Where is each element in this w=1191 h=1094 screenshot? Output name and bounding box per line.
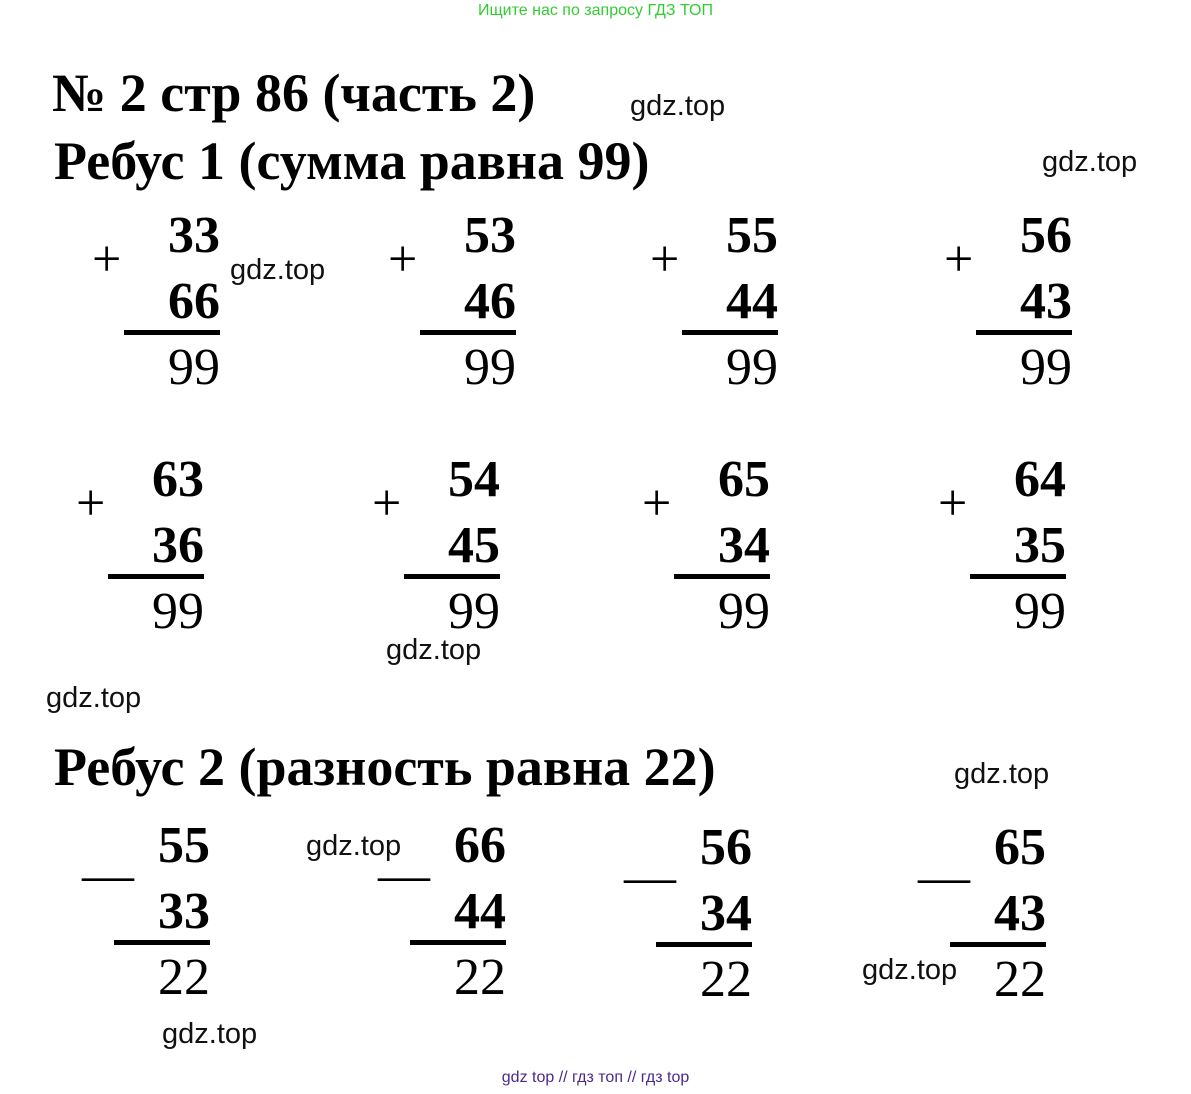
watermark: gdz.top [386, 634, 482, 666]
rebus2-heading: Ребус 2 (разность равна 22) [54, 737, 716, 797]
difference-line [656, 942, 752, 947]
subtrahend: 33 [158, 883, 210, 940]
difference-line [114, 940, 210, 945]
addend-1: 33 [168, 207, 220, 264]
sum-line [404, 574, 500, 579]
sum-line [976, 330, 1072, 335]
sum-result: 99 [152, 583, 204, 640]
minuend: 65 [994, 819, 1046, 876]
difference-result: 22 [158, 949, 210, 1006]
addend-2: 36 [152, 517, 204, 574]
minus-sign: — [918, 849, 970, 906]
minuend: 56 [700, 819, 752, 876]
minus-sign: — [82, 847, 134, 904]
addend-2: 44 [726, 273, 778, 330]
subtrahend: 44 [454, 883, 506, 940]
addition-problem [64, 451, 204, 644]
plus-sign: + [76, 475, 106, 532]
subtraction-problem [70, 817, 210, 1010]
addend-2: 45 [448, 517, 500, 574]
addend-1: 65 [718, 451, 770, 508]
minus-sign: — [624, 849, 676, 906]
addend-1: 63 [152, 451, 204, 508]
sum-result: 99 [448, 583, 500, 640]
footer-links[interactable]: gdz top // гдз топ // гдз top [501, 1069, 690, 1086]
difference-line [950, 942, 1046, 947]
watermark: gdz.top [46, 682, 142, 714]
sum-line [124, 330, 220, 335]
top-banner[interactable]: Ищите нас по запросу ГДЗ ТОП [478, 2, 713, 19]
addend-1: 55 [726, 207, 778, 264]
watermark: gdz.top [630, 90, 726, 122]
addition-problem [360, 451, 500, 644]
minus-sign: — [378, 847, 430, 904]
watermark: gdz.top [1042, 146, 1138, 178]
rebus1-heading: Ребус 1 (сумма равна 99) [54, 131, 650, 191]
addend-1: 53 [464, 207, 516, 264]
watermark: gdz.top [954, 758, 1050, 790]
sum-line [970, 574, 1066, 579]
watermark: gdz.top [230, 254, 326, 286]
minuend: 66 [454, 817, 506, 874]
addend-1: 56 [1020, 207, 1072, 264]
addend-2: 46 [464, 273, 516, 330]
sum-line [420, 330, 516, 335]
plus-sign: + [650, 231, 680, 288]
subtrahend: 34 [700, 885, 752, 942]
watermark: gdz.top [862, 954, 958, 986]
watermark: gdz.top [162, 1018, 258, 1050]
plus-sign: + [642, 475, 672, 532]
sum-result: 99 [168, 339, 220, 396]
plus-sign: + [388, 231, 418, 288]
addend-1: 64 [1014, 451, 1066, 508]
sum-result: 99 [1020, 339, 1072, 396]
sum-line [674, 574, 770, 579]
subtrahend: 43 [994, 885, 1046, 942]
minuend: 55 [158, 817, 210, 874]
sum-result: 99 [726, 339, 778, 396]
sum-result: 99 [718, 583, 770, 640]
sum-result: 99 [1014, 583, 1066, 640]
difference-result: 22 [700, 951, 752, 1008]
addition-problem [926, 451, 1066, 644]
sum-result: 99 [464, 339, 516, 396]
addition-problem [630, 451, 770, 644]
addend-1: 54 [448, 451, 500, 508]
addend-2: 34 [718, 517, 770, 574]
sum-line [108, 574, 204, 579]
page-title: № 2 стр 86 (часть 2) [52, 63, 536, 123]
difference-line [410, 940, 506, 945]
subtraction-problem [612, 819, 752, 1012]
difference-result: 22 [454, 949, 506, 1006]
sum-line [682, 330, 778, 335]
addition-problem [376, 207, 516, 400]
addition-problem [638, 207, 778, 400]
addend-2: 35 [1014, 517, 1066, 574]
plus-sign: + [944, 231, 974, 288]
watermark: gdz.top [306, 830, 402, 862]
addition-problem [80, 207, 220, 400]
plus-sign: + [92, 231, 122, 288]
addition-problem [932, 207, 1072, 400]
plus-sign: + [372, 475, 402, 532]
difference-result: 22 [994, 951, 1046, 1008]
addend-2: 66 [168, 273, 220, 330]
plus-sign: + [938, 475, 968, 532]
addend-2: 43 [1020, 273, 1072, 330]
